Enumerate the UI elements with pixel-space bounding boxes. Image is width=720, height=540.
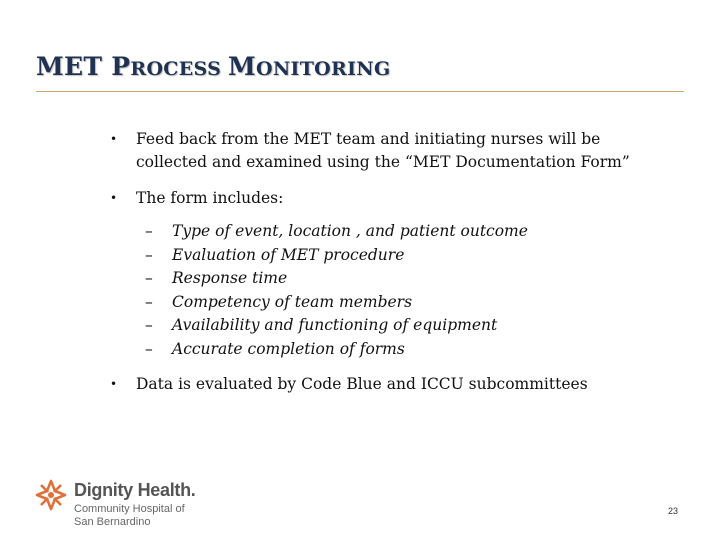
- sub-item-text: Availability and functioning of equipment: [172, 316, 498, 335]
- title-part: M: [228, 52, 257, 81]
- title-part: ROCESS: [130, 58, 229, 80]
- sub-item-marker: –: [145, 245, 153, 264]
- sub-item-text: Response time: [172, 269, 288, 288]
- title-underline: [36, 91, 684, 92]
- starburst-logo-icon: [34, 478, 68, 512]
- bullet-text-line: Data is evaluated by Code Blue and ICCU subcommittees: [136, 375, 588, 393]
- bullet-marker: •: [110, 132, 118, 146]
- sub-item-text: Accurate completion of forms: [172, 339, 405, 358]
- title-part: P: [111, 52, 131, 81]
- sub-item-text: Evaluation of MET procedure: [172, 245, 405, 264]
- sub-item-marker: –: [145, 339, 153, 358]
- title-part: MET: [36, 52, 112, 81]
- slide-title: [36, 52, 391, 81]
- logo-subtitle: [74, 503, 185, 529]
- logo-subtitle-line: San Bernardino: [74, 516, 151, 528]
- sub-item-text: Competency of team members: [172, 292, 413, 311]
- sub-item-marker: –: [145, 269, 153, 288]
- bullet-marker: •: [110, 377, 118, 391]
- bullet-text-line: collected and examined using the “MET Documentation Form”: [136, 153, 630, 171]
- title-part: ONITORING: [256, 58, 391, 80]
- sub-item-marker: –: [145, 222, 153, 240]
- sub-item-marker: –: [145, 316, 153, 335]
- page-number: 23: [668, 506, 679, 516]
- sub-item-text: Type of event, location , and patient outcome: [172, 222, 528, 240]
- logo-subtitle-line: Community Hospital of: [74, 503, 185, 515]
- bullet-text-line: Feed back from the MET team and initiating nurses will be: [136, 130, 601, 148]
- bullet-marker: •: [110, 191, 118, 205]
- sub-item-marker: –: [145, 292, 153, 311]
- bullet-text-line: The form includes:: [136, 189, 284, 207]
- logo-name: Dignity Health.: [74, 480, 196, 500]
